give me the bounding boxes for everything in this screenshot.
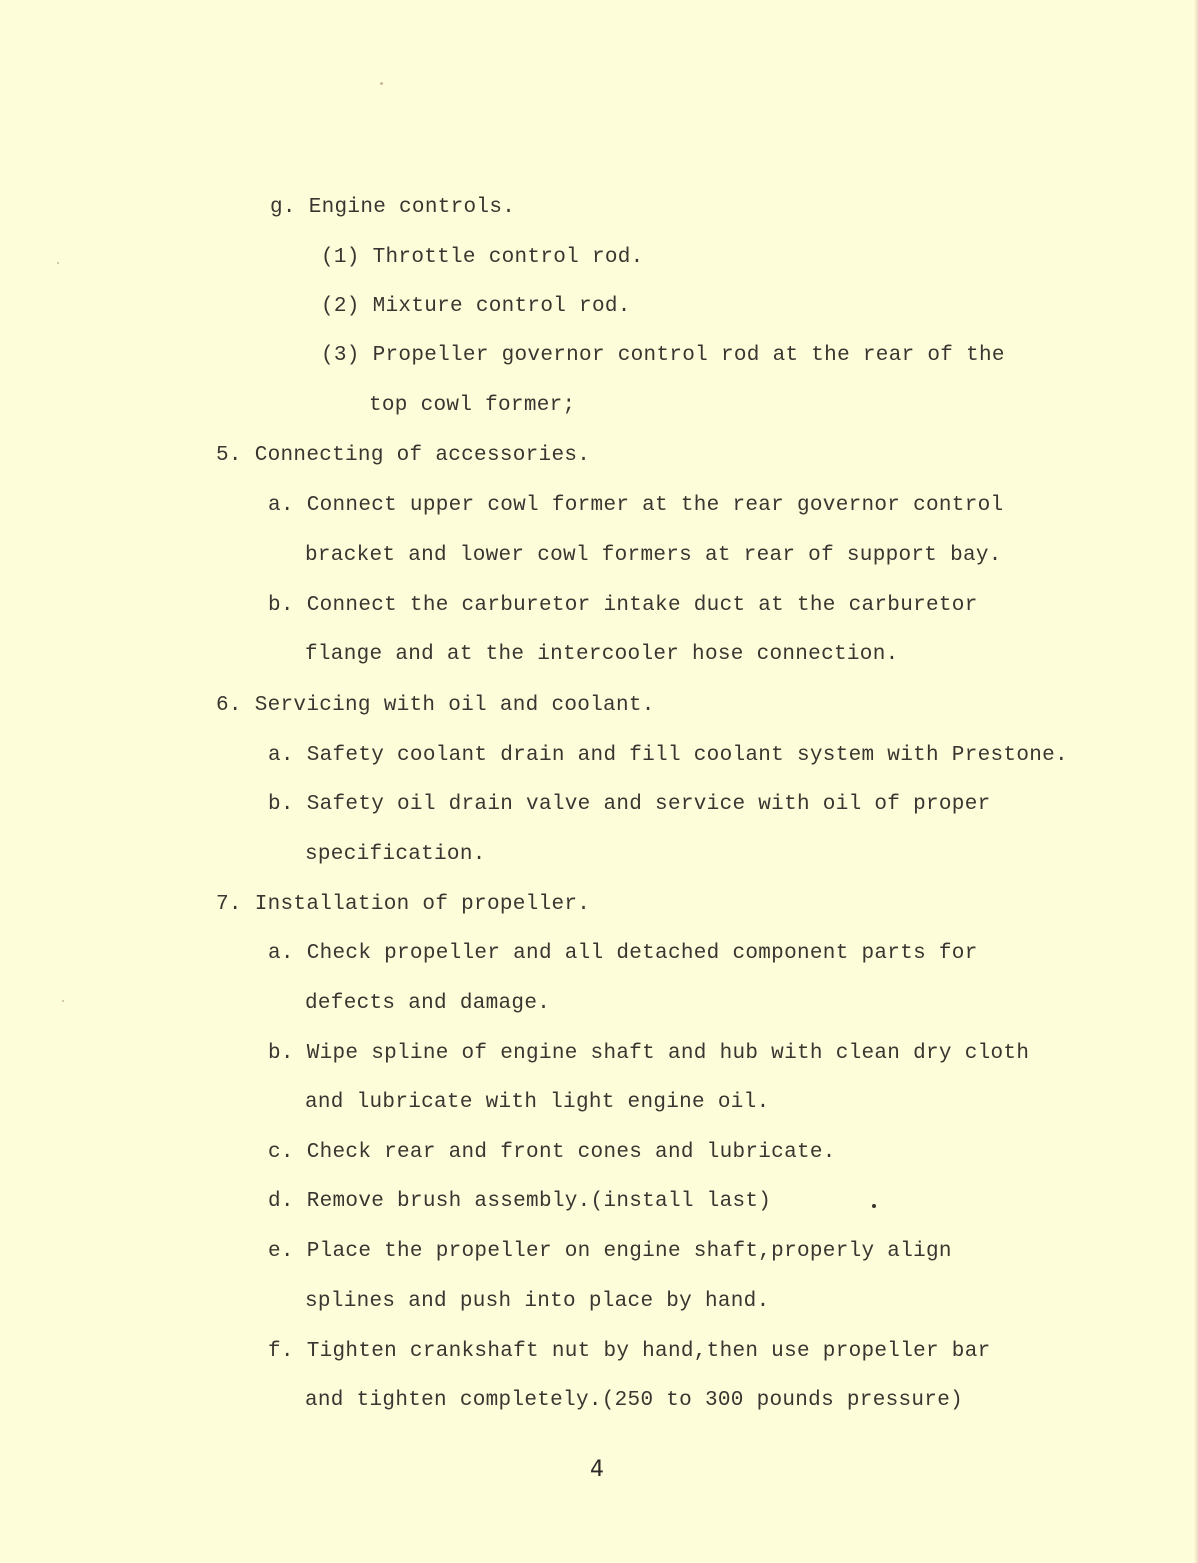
- text-line: and tighten completely.(250 to 300 pounds pressure): [305, 1389, 964, 1412]
- section-heading: 6. Servicing with oil and coolant.: [216, 694, 655, 717]
- text-line: c. Check rear and front cones and lubricate.: [268, 1141, 836, 1164]
- text-line: a. Safety coolant drain and fill coolant system with Prestone.: [268, 744, 1068, 767]
- text-line: e. Place the propeller on engine shaft,properly align: [268, 1240, 952, 1263]
- text-line: defects and damage.: [305, 992, 551, 1015]
- paper-speck: [57, 262, 59, 264]
- paper-speck: [380, 82, 383, 85]
- text-line: specification.: [305, 843, 486, 866]
- text-line: splines and push into place by hand.: [305, 1290, 770, 1313]
- paper-speck: [62, 1000, 64, 1002]
- text-line: and lubricate with light engine oil.: [305, 1091, 770, 1114]
- text-line: flange and at the intercooler hose connection.: [305, 643, 899, 666]
- text-line: bracket and lower cowl formers at rear of support bay.: [305, 544, 1002, 567]
- text-line: d. Remove brush assembly.(install last): [268, 1190, 772, 1213]
- typewriter-dot: [872, 1204, 876, 1208]
- page-edge: [1194, 0, 1198, 1563]
- section-heading: 7. Installation of propeller.: [216, 893, 591, 916]
- text-line: b. Connect the carburetor intake duct at the carburetor: [268, 594, 978, 617]
- text-line: a. Connect upper cowl former at the rear governor control: [268, 494, 1004, 517]
- section-heading: 5. Connecting of accessories.: [216, 444, 591, 467]
- text-line: g. Engine controls.: [270, 196, 516, 219]
- text-line: f. Tighten crankshaft nut by hand,then use propeller bar: [268, 1340, 991, 1363]
- text-line: (1) Throttle control rod.: [321, 246, 644, 269]
- text-line: (3) Propeller governor control rod at the rear of the: [321, 344, 1005, 367]
- text-line: b. Safety oil drain valve and service with oil of proper: [268, 793, 991, 816]
- page-number: 4: [590, 1457, 604, 1482]
- text-line: a. Check propeller and all detached component parts for: [268, 942, 978, 965]
- text-line: b. Wipe spline of engine shaft and hub with clean dry cloth: [268, 1042, 1030, 1065]
- text-line: (2) Mixture control rod.: [321, 295, 631, 318]
- text-line: top cowl former;: [369, 394, 576, 417]
